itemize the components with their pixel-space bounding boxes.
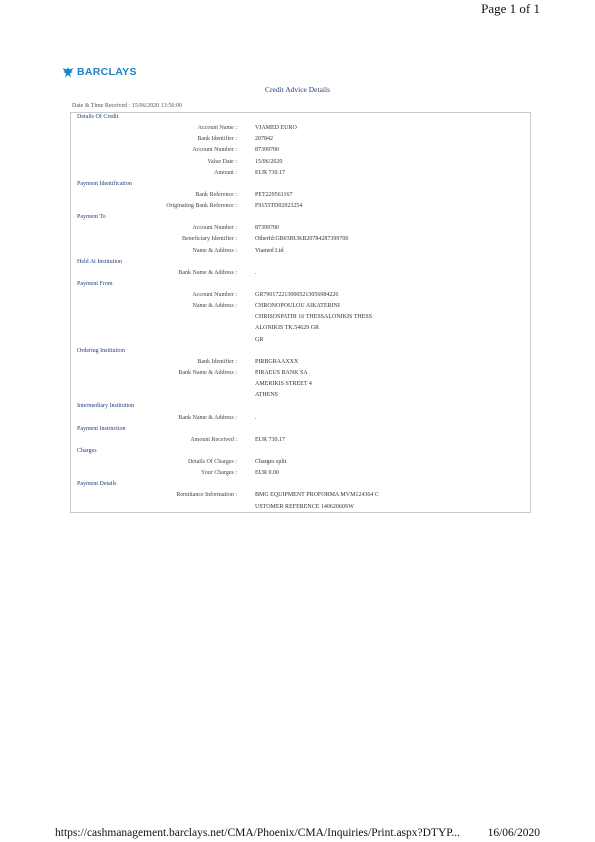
field-value: EUR 0.00	[255, 470, 279, 477]
field-label: Beneficiary Identifier :	[182, 236, 237, 243]
section-title: Payment To	[77, 214, 106, 221]
field-value: BMG EQUIPMENT PROFORMA MVM124364 C	[255, 492, 379, 499]
field-label: Name & Address :	[192, 303, 237, 310]
field-value: PET229561167	[255, 191, 293, 198]
field-label: Remittance Information :	[176, 492, 237, 499]
field-value: PIRBGRAAXXX	[255, 358, 299, 365]
section-title: Payment Identification	[77, 180, 132, 187]
section-title: Payment From	[77, 280, 113, 287]
logo-text: BARCLAYS	[77, 66, 137, 78]
field-label: Account Name :	[197, 125, 237, 132]
field-label: Amount Received :	[190, 436, 237, 443]
field-value: CHRONOPOULOU AIKATERINI	[255, 303, 340, 310]
barclays-logo	[62, 66, 137, 78]
field-value: EUR 730.17	[255, 436, 285, 443]
field-value: .	[255, 414, 257, 421]
field-value: 15/06/2020	[255, 158, 283, 165]
field-value: PIRAEUS BANK SA	[255, 369, 308, 376]
section-title: Payment Details	[77, 481, 117, 488]
page-title: Credit Advice Details	[265, 85, 330, 94]
field-value: ALONIKIS TK.54629 GR	[255, 325, 320, 332]
field-value: GR7901722130005213056984226	[255, 292, 339, 299]
field-label: Bank Name & Address :	[178, 269, 237, 276]
page-number: Page 1 of 1	[481, 1, 540, 16]
field-label: Originating Bank Reference :	[166, 203, 237, 210]
field-value: CHRISOSPATHI 16 THESSALONIKIS THESS	[255, 314, 373, 321]
field-value: EUR 730.17	[255, 169, 285, 176]
field-value: USTOMER REFERENCE 14062060SW	[255, 503, 354, 510]
field-label: Name & Address :	[192, 247, 237, 254]
field-label: Your Charges :	[201, 470, 237, 477]
field-value: .	[255, 269, 257, 276]
section-title: Charges	[77, 447, 97, 454]
footer-date: 16/06/2020	[487, 827, 540, 839]
field-label: Value Date :	[207, 158, 237, 165]
footer-url: https://cashmanagement.barclays.net/CMA/Phoenix/CMA/Inquiries/Print.aspx?DTYP...	[55, 827, 461, 839]
field-label: Bank Identifier :	[197, 358, 237, 365]
field-label: Bank Reference :	[195, 191, 237, 198]
field-value: VIAMED EURO	[255, 125, 297, 132]
section-title: Payment Instruction	[77, 425, 126, 432]
field-value: 87399700	[255, 225, 279, 232]
section-title: Intermediary Institution	[77, 403, 135, 410]
section-title: Details Of Credit	[77, 114, 119, 120]
field-label: Bank Identifier :	[197, 136, 237, 143]
field-value: Viamed Ltd	[255, 247, 284, 254]
section-title: Ordering Institution	[77, 347, 125, 354]
field-value: ATHENS	[255, 392, 279, 399]
field-value: 87399700	[255, 147, 279, 154]
credit-details-panel	[70, 112, 531, 513]
field-value: 207842	[255, 136, 273, 143]
field-label: Account Number :	[192, 225, 237, 232]
field-label: Account Number :	[192, 292, 237, 299]
field-value: AMERIKIS STREET 4	[255, 381, 312, 388]
field-label: Details Of Charges :	[187, 459, 237, 466]
field-value: F9155TD02923254	[255, 203, 303, 210]
eagle-icon	[62, 67, 74, 78]
field-value: OtherId:GB03BUKB20784287399700	[255, 236, 349, 243]
field-label: Amount :	[214, 169, 237, 176]
field-label: Account Number :	[192, 147, 237, 154]
field-value: GR	[255, 336, 264, 343]
field-value: Charges split	[255, 459, 287, 466]
field-label: Bank Name & Address :	[178, 369, 237, 376]
received-timestamp: Date & Time Received : 15/06/2020 13:56:00	[72, 103, 182, 109]
field-label: Bank Name & Address :	[178, 414, 237, 421]
section-title: Held At Institution	[77, 258, 122, 265]
